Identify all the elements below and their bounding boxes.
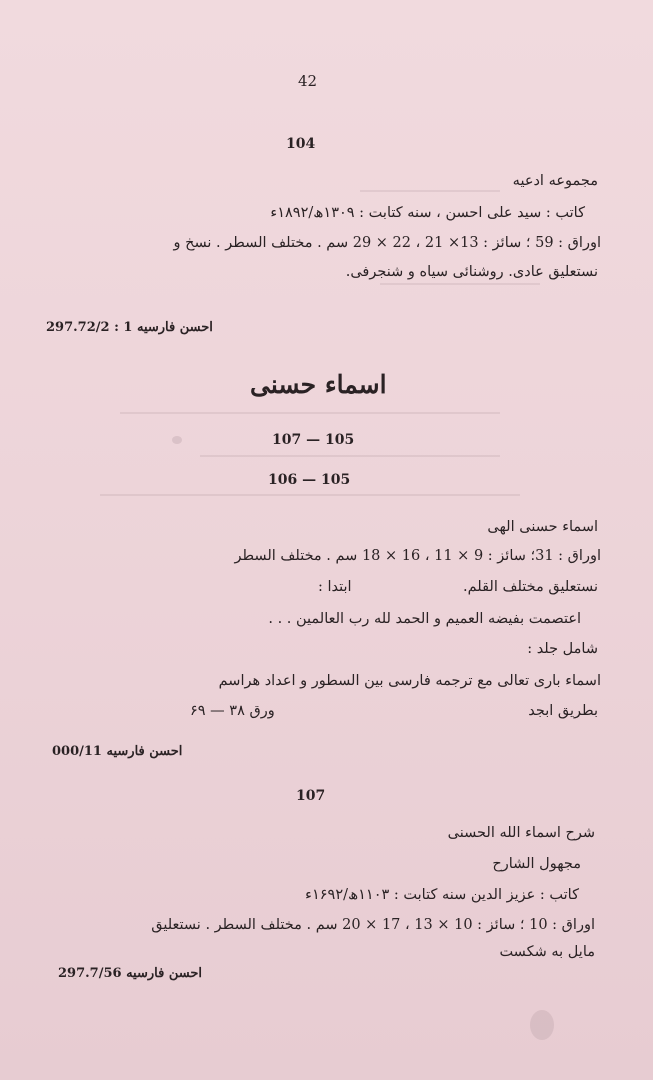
- page-number: 42: [298, 72, 318, 90]
- show-through-mark: [360, 190, 500, 192]
- scribe-line: کاتب : عزیز الدین سنه کتابت : ۱۱۰۳ھ/۱۶۹۲ء: [305, 887, 579, 903]
- show-through-mark: [200, 455, 500, 457]
- script-line: نستعلیق مختلف القلم.: [463, 579, 598, 595]
- script-ink-line: نستعلیق عادی. روشنائی سیاه و شنجرفی.: [345, 264, 598, 280]
- show-through-mark: [100, 494, 520, 496]
- entry-title: مجموعه ادعیه: [512, 173, 598, 189]
- entry-title: اسماء حسنی الهی: [487, 519, 598, 535]
- contents-line: بطریق ابجد: [528, 703, 598, 719]
- folio-size-line: اوراق : 10 ؛ سائز : 10 × 13 ، 17 × 20 سم . مختلف السطر . نستعلیق: [151, 917, 595, 933]
- incipit-label: ابتدا :: [318, 579, 352, 595]
- ink-smudge: [530, 1010, 554, 1040]
- author-line: مجهول الشارح: [492, 856, 581, 872]
- incipit-text: اعتصمت بفیضه العمیم و الحمد لله رب العالمین . . .: [268, 611, 581, 627]
- shelfmark-ref: احسن فارسیه 297.7/56: [58, 966, 202, 981]
- contents-line: اسماء باری تعالی مع ترجمه فارسی بین السطور و اعداد هراسم: [218, 673, 601, 689]
- show-through-mark: [120, 412, 500, 414]
- entry-range: 106 — 105: [268, 472, 351, 488]
- entry-title: شرح اسماء الله الحسنی: [447, 825, 595, 841]
- scribe-line: کاتب : سید علی احسن ، سنه کتابت : ۱۳۰۹ھ/۱۸۹۲ء: [270, 205, 585, 221]
- contents-folio: ورق ۳۸ — ۶۹: [190, 703, 275, 719]
- contents-label: شامل جلد :: [527, 641, 598, 657]
- entry-range: 107 — 105: [272, 432, 355, 448]
- script-line: مایل به شکست: [499, 944, 595, 960]
- folio-size-line: اوراق : 31؛ سائز : 9 × 11 ، 16 × 18 سم . مختلف السطر: [234, 548, 601, 564]
- section-title: اسماء حسنی: [250, 370, 387, 399]
- folio-size-line: اوراق : 59 ؛ سائز : 13× 21 ، 22 × 29 سم . مختلف السطر . نسخ و: [173, 235, 601, 251]
- show-through-mark: [380, 283, 540, 285]
- entry-number: 104: [286, 136, 316, 152]
- shelfmark-ref: احسن فارسیه 000/11: [52, 744, 183, 759]
- ink-smudge: [172, 436, 182, 444]
- shelfmark-ref: احسن فارسیه 1 : 297.72/2: [46, 320, 213, 335]
- entry-number: 107: [296, 788, 326, 804]
